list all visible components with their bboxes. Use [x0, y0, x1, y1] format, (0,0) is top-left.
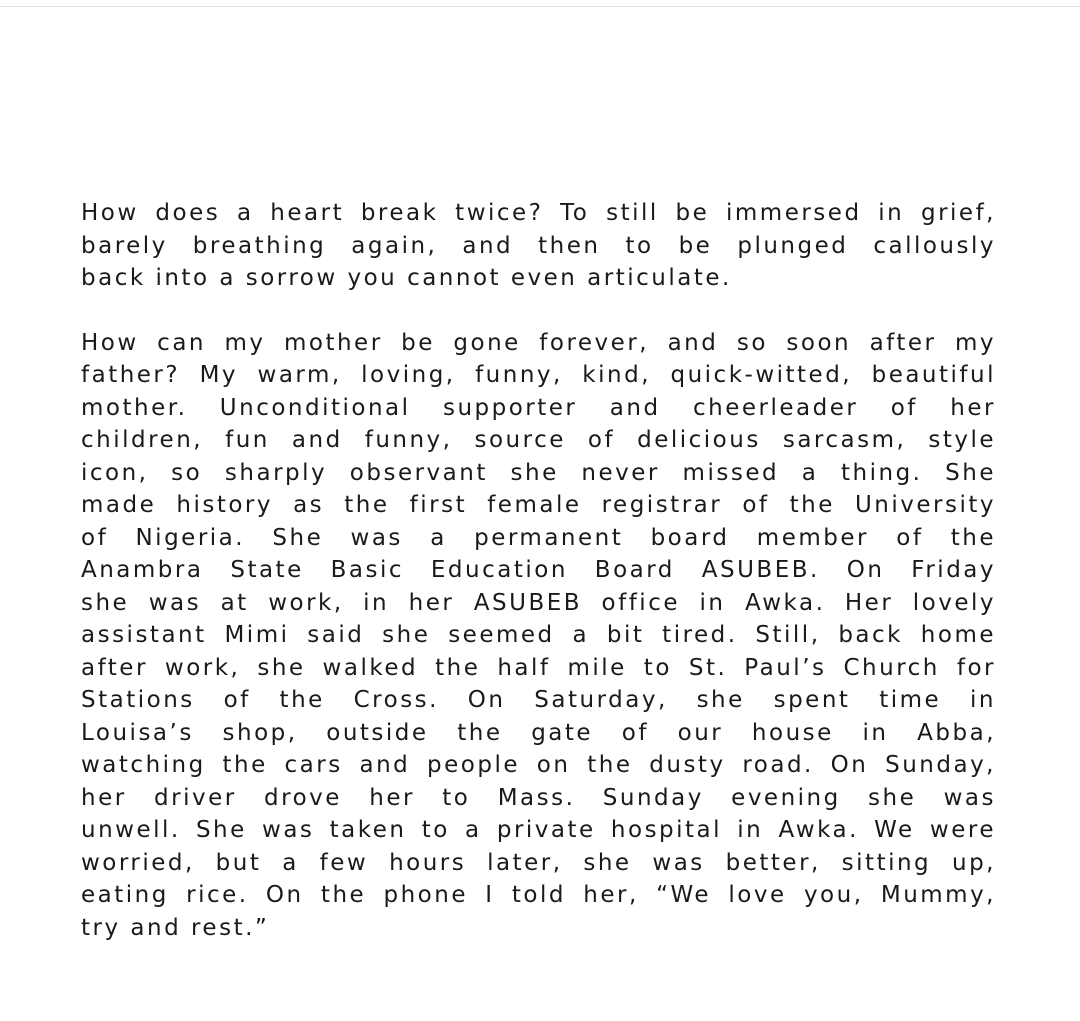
text-line: Louisa’s shop, outside the gate of our house in Abba,	[81, 719, 996, 746]
text-line: assistant Mimi said she seemed a bit tired. Still, back home	[81, 622, 996, 648]
text-line: made history as the first female registrar of the University	[81, 492, 996, 518]
text-line: barely breathing again, and then to be plunged callously	[81, 232, 996, 259]
text-line: try and rest.”	[81, 914, 270, 941]
text-line: Stations of the Cross. On Saturday, she spent time in	[81, 687, 996, 713]
text-line: Anambra State Basic Education Board ASUBEB. On Friday	[81, 557, 996, 583]
article-body	[81, 197, 996, 944]
text-line: watching the cars and people on the dusty road. On Sunday,	[81, 752, 996, 778]
text-line: her driver drove her to Mass. Sunday evening she was	[81, 784, 996, 811]
paragraph-1	[81, 197, 996, 295]
text-line: she was at work, in her ASUBEB office in Awka. Her lovely	[81, 589, 996, 616]
text-line: How does a heart break twice? To still be immersed in grief,	[81, 200, 996, 226]
paragraph-2	[81, 327, 996, 945]
text-line: worried, but a few hours later, she was better, sitting up,	[81, 849, 996, 876]
text-line: icon, so sharply observant she never missed a thing. She	[81, 459, 996, 486]
text-line: children, fun and funny, source of delicious sarcasm, style	[81, 427, 996, 453]
text-line: father? My warm, loving, funny, kind, quick-witted, beautiful	[81, 362, 996, 388]
text-line: unwell. She was taken to a private hospital in Awka. We were	[81, 817, 996, 843]
text-line: of Nigeria. She was a permanent board member of the	[81, 524, 996, 551]
text-line: How can my mother be gone forever, and so soon after my	[81, 329, 996, 356]
text-line: back into a sorrow you cannot even articulate.	[81, 265, 732, 291]
text-line: mother. Unconditional supporter and cheerleader of her	[81, 394, 996, 421]
text-line: after work, she walked the half mile to St. Paul’s Church for	[81, 654, 996, 681]
top-divider	[0, 6, 1080, 7]
text-line: eating rice. On the phone I told her, “We love you, Mummy,	[81, 882, 996, 908]
